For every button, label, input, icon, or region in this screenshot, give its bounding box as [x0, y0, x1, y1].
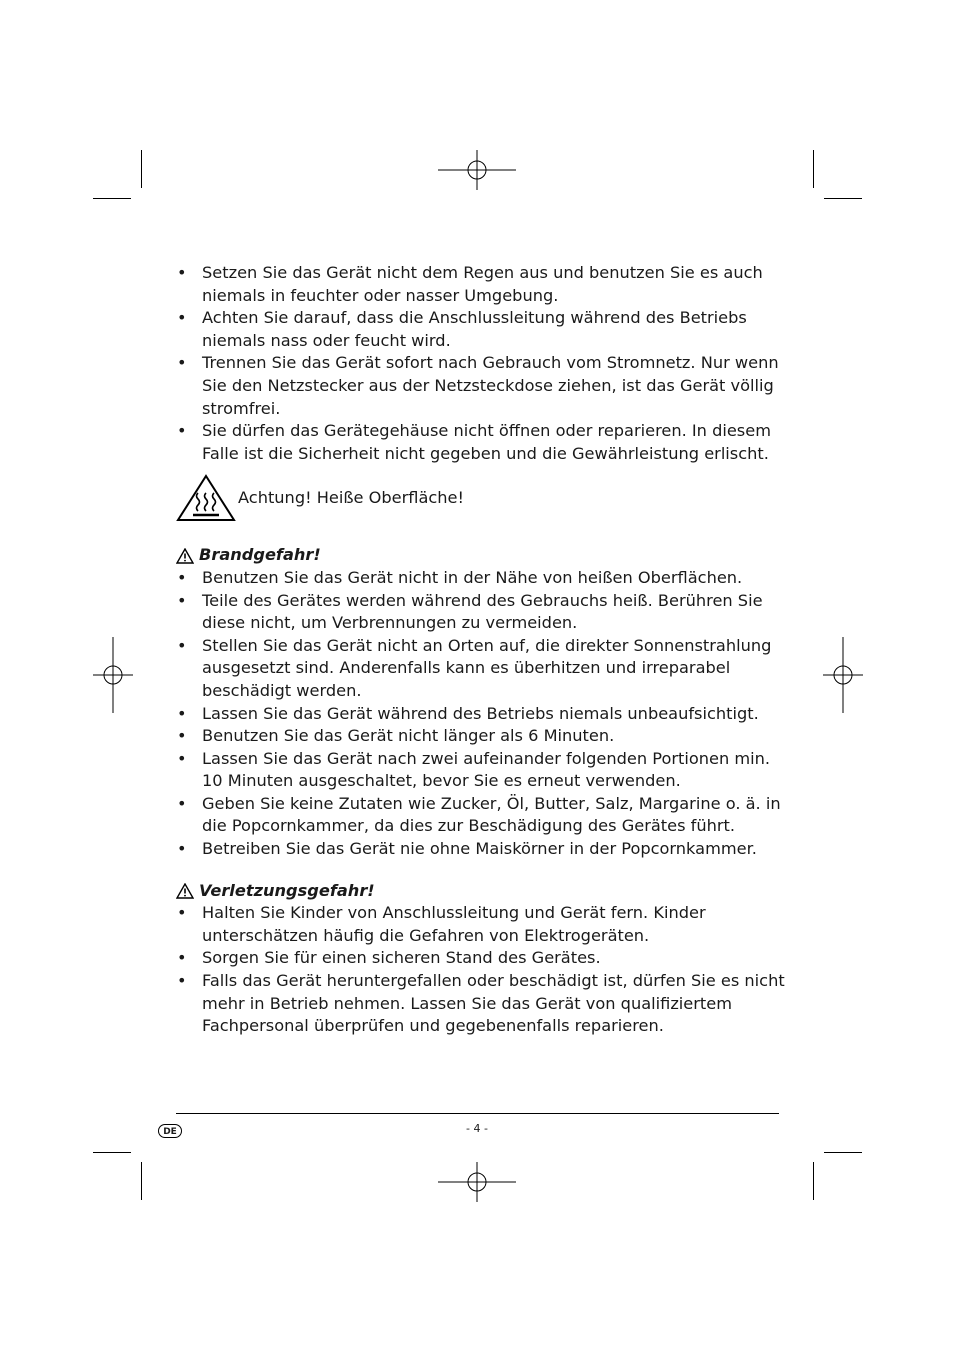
list-item: • Sie dürfen das Gerätegehäuse nicht öffnen oder reparieren. In diesem Falle ist die Sicherheit nicht gegeben und die Gewährleistung erlischt.: [176, 420, 786, 465]
list-item: • Lassen Sie das Gerät während des Betriebs niemals unbeaufsichtigt.: [176, 703, 786, 726]
list-item: • Lassen Sie das Gerät nach zwei aufeinander folgenden Portionen min. 10 Minuten ausgeschaltet, bevor Sie es erneut verwenden.: [176, 748, 786, 793]
list-item: • Trennen Sie das Gerät sofort nach Gebrauch vom Stromnetz. Nur wenn Sie den Netzstecker aus der Netzsteckdose ziehen, ist das Gerät völlig stromfrei.: [176, 352, 786, 420]
list-item: • Stellen Sie das Gerät nicht an Orten auf, die direkter Sonnenstrahlung ausgesetzt sind. Anderenfalls kann es überhitzen und irreparabel beschädigt werden.: [176, 635, 786, 703]
list-item: • Benutzen Sie das Gerät nicht in der Nähe von heißen Oberflächen.: [176, 567, 786, 590]
list-item: • Geben Sie keine Zutaten wie Zucker, Öl, Butter, Salz, Margarine o. ä. in die Popcornkammer, da dies zur Beschädigung des Gerätes führt.: [176, 793, 786, 838]
safety-list-top: [176, 262, 786, 465]
section-title-text: Verletzungsgefahr!: [199, 880, 375, 900]
section-title-text: Brandgefahr!: [199, 545, 321, 565]
language-badge: DE: [158, 1124, 182, 1138]
page-number: - 4 -: [466, 1122, 488, 1135]
list-item: • Falls das Gerät heruntergefallen oder beschädigt ist, dürfen Sie es nicht mehr in Betrieb nehmen. Lassen Sie das Gerät von qualifiziertem Fachpersonal überprüfen und gegebenenfalls reparieren.: [176, 970, 786, 1038]
hot-surface-text: Achtung! Heiße Oberfläche!: [238, 488, 465, 508]
list-item: • Halten Sie Kinder von Anschlussleitung und Gerät fern. Kinder unterschätzen häufig die Gefahren von Elektrogeräten.: [176, 902, 786, 947]
registration-mark-top: [438, 150, 516, 190]
list-item: • Benutzen Sie das Gerät nicht länger als 6 Minuten.: [176, 725, 786, 748]
hot-surface-notice: [176, 473, 786, 525]
hot-surface-warning-icon: [176, 473, 236, 523]
brandgefahr-list: [176, 567, 786, 861]
section-title-brandgefahr: [176, 544, 786, 567]
list-item: • Sorgen Sie für einen sicheren Stand des Gerätes.: [176, 947, 786, 970]
main-content: [176, 262, 786, 1038]
list-item: • Setzen Sie das Gerät nicht dem Regen aus und benutzen Sie es auch niemals in feuchter oder nasser Umgebung.: [176, 262, 786, 307]
section-title-verletzungsgefahr: [176, 880, 786, 903]
registration-mark-left: [93, 637, 133, 713]
footer-divider: [176, 1113, 779, 1114]
list-item: • Betreiben Sie das Gerät nie ohne Maiskörner in der Popcornkammer.: [176, 838, 786, 861]
warning-triangle-icon: [176, 548, 194, 564]
list-item: • Teile des Gerätes werden während des Gebrauchs heiß. Berühren Sie diese nicht, um Verbrennungen zu vermeiden.: [176, 590, 786, 635]
registration-mark-right: [823, 637, 863, 713]
verletzungsgefahr-list: [176, 902, 786, 1038]
warning-triangle-icon: [176, 883, 194, 899]
list-item: • Achten Sie darauf, dass die Anschlussleitung während des Betriebs niemals nass oder feucht wird.: [176, 307, 786, 352]
registration-mark-bottom: [438, 1162, 516, 1202]
